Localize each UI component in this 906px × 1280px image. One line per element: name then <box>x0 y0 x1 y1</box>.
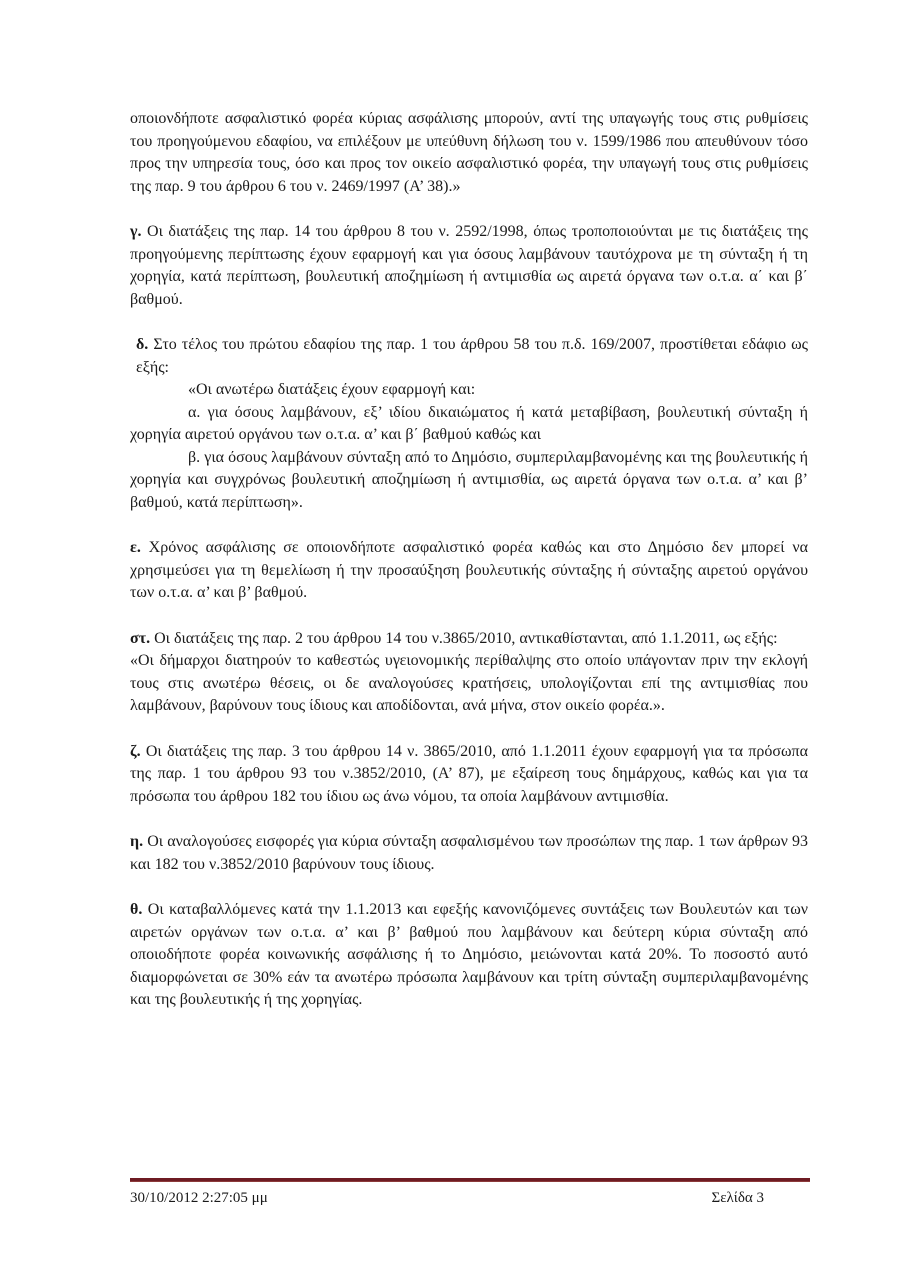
paragraph-text: Οι διατάξεις της παρ. 3 του άρθρου 14 ν. 3865/2010, από 1.1.2011 έχουν εφαρμογή για τα πρόσωπα της παρ. 1 του άρθρου 93 του ν.3852/2010, (Α’ 87), με εξαίρεση τους δημάρχους, καθώς και για τα πρόσωπα του άρθρου 182 του ίδιου ως άνω νόμου, τα οποία λαμβάνουν αντιμισθία. <box>130 742 808 805</box>
paragraph-text: Χρόνος ασφάλισης σε οποιονδήποτε ασφαλιστικό φορέα καθώς και στο Δημόσιο δεν μπορεί να χρησιμεύσει για τη θεμελίωση ή την προσαύξηση βουλευτικής σύνταξης ή σύνταξης αιρετού οργάνου των ο.τ.α. α’ και β’ βαθμού. <box>130 539 808 601</box>
paragraph-i <box>130 831 808 876</box>
paragraph-z <box>130 741 808 809</box>
paragraph-text: α. για όσους λαμβάνουν, εξ’ ιδίου δικαιώματος ή κατά μεταβίβαση, βουλευτική σύνταξη ή χορηγία αιρετού οργάνου των ο.τ.α. α’ και β΄ βαθμού καθώς και <box>130 403 808 443</box>
paragraph-text: Οι διατάξεις της παρ. 14 του άρθρου 8 του ν. 2592/1998, όπως τροποποιούνται με τις διατάξεις της προηγούμενης περίπτωσης έχουν εφαρμογή και για όσους λαμβάνουν ταυτόχρονα με τη σύνταξη ή τη χορηγία, κατά περίπτωση, βουλευτική αποζημίωση ή αντιμισθία ως αιρετά όργανα των ο.τ.α. α΄ και β΄ βαθμού. <box>130 223 808 308</box>
paragraph-marker: ζ. <box>130 742 141 760</box>
quote-st <box>130 650 808 718</box>
page-number: Σελίδα 3 <box>711 1190 764 1206</box>
paragraph-d <box>130 334 808 379</box>
paragraph-marker: γ. <box>130 223 142 240</box>
document-body <box>130 108 808 1012</box>
paragraph-marker: δ. <box>136 336 149 353</box>
paragraph-text: «Οι δήμαρχοι διατηρούν το καθεστώς υγειονομικής περίθαλψης στο οποίο υπάγονταν πριν την εκλογή τους στις ανωτέρω θέσεις, οι δε αναλογούσες κρατήσεις, υπολογίζονται επί της αντιμισθίας που λαμβάνουν, βαρύνουν τους ίδιους και αποδίδονται, ανά μήνα, στον οικείο φορέα.». <box>130 652 808 714</box>
paragraph-th <box>130 899 808 1012</box>
page-footer <box>130 1189 764 1207</box>
paragraph-text: οποιονδήποτε ασφαλιστικό φορέα κύριας ασφάλισης μπορούν, αντί της υπαγωγής τους στις ρυθμίσεις του προηγούμενου εδαφίου, να επιλέξουν με υπεύθυνη δήλωση του ν. 1599/1986 που απευθύνουν τόσο προς την υπηρεσία τους, όσο και προς τον οικείο ασφαλιστικό φορέα, την υπαγωγή τους στις ρυθμίσεις της παρ. 9 του άρθρου 6 του ν. 2469/1997 (Α’ 38).» <box>130 110 808 195</box>
footer-divider <box>130 1178 810 1182</box>
paragraph-text: «Οι ανωτέρω διατάξεις έχουν εφαρμογή και: <box>188 381 476 398</box>
paragraph-text: β. για όσους λαμβάνουν σύνταξη από το Δημόσιο, συμπεριλαμβανομένης και της βουλευτικής ή χορηγία και συγχρόνως βουλευτική αποζημίωση ή αντιμισθία, ως αιρετά όργανα των ο.τ.α. α’ και β’ βαθμού, κατά περίπτωση». <box>130 448 808 511</box>
paragraph-g <box>130 221 808 311</box>
paragraph-continuation <box>130 108 808 198</box>
quote-intro <box>130 379 808 402</box>
paragraph-e <box>130 537 808 605</box>
quote-item-b <box>130 447 808 515</box>
quote-item-a <box>130 402 808 447</box>
paragraph-marker: στ. <box>130 629 151 647</box>
footer-timestamp: 30/10/2012 2:27:05 μμ <box>130 1190 268 1206</box>
paragraph-text: Οι αναλογούσες εισφορές για κύρια σύνταξη ασφαλισμένου των προσώπων της παρ. 1 των άρθρων 93 και 182 του ν.3852/2010 βαρύνουν τους ίδιους. <box>130 833 808 873</box>
paragraph-marker: θ. <box>130 901 143 918</box>
paragraph-text: Στο τέλος του πρώτου εδαφίου της παρ. 1 του άρθρου 58 του π.δ. 169/2007, προστίθεται εδάφιο ως εξής: <box>136 336 808 376</box>
paragraph-marker: ε. <box>130 539 141 556</box>
paragraph-marker: η. <box>130 833 144 850</box>
paragraph-text: Οι καταβαλλόμενες κατά την 1.1.2013 και εφεξής κανονιζόμενες συντάξεις των Βουλευτών και των αιρετών οργάνων των ο.τ.α. α’ και β’ βαθμού που λαμβάνουν και δεύτερη κύρια σύνταξη από οποιοδήποτε φορέα κοινωνικής ασφάλισης ή το Δημόσιο, μειώνονται κατά 20%. Το ποσοστό αυτό διαμορφώνεται σε 30% εάν τα ανωτέρω πρόσωπα λαμβάνουν και τρίτη σύνταξη συμπεριλαμβανομένης και της βουλευτικής ή της χορηγίας. <box>130 901 808 1008</box>
paragraph-st <box>130 628 808 651</box>
paragraph-text: Οι διατάξεις της παρ. 2 του άρθρου 14 του ν.3865/2010, αντικαθίστανται, από 1.1.2011, ως εξής: <box>150 629 778 647</box>
